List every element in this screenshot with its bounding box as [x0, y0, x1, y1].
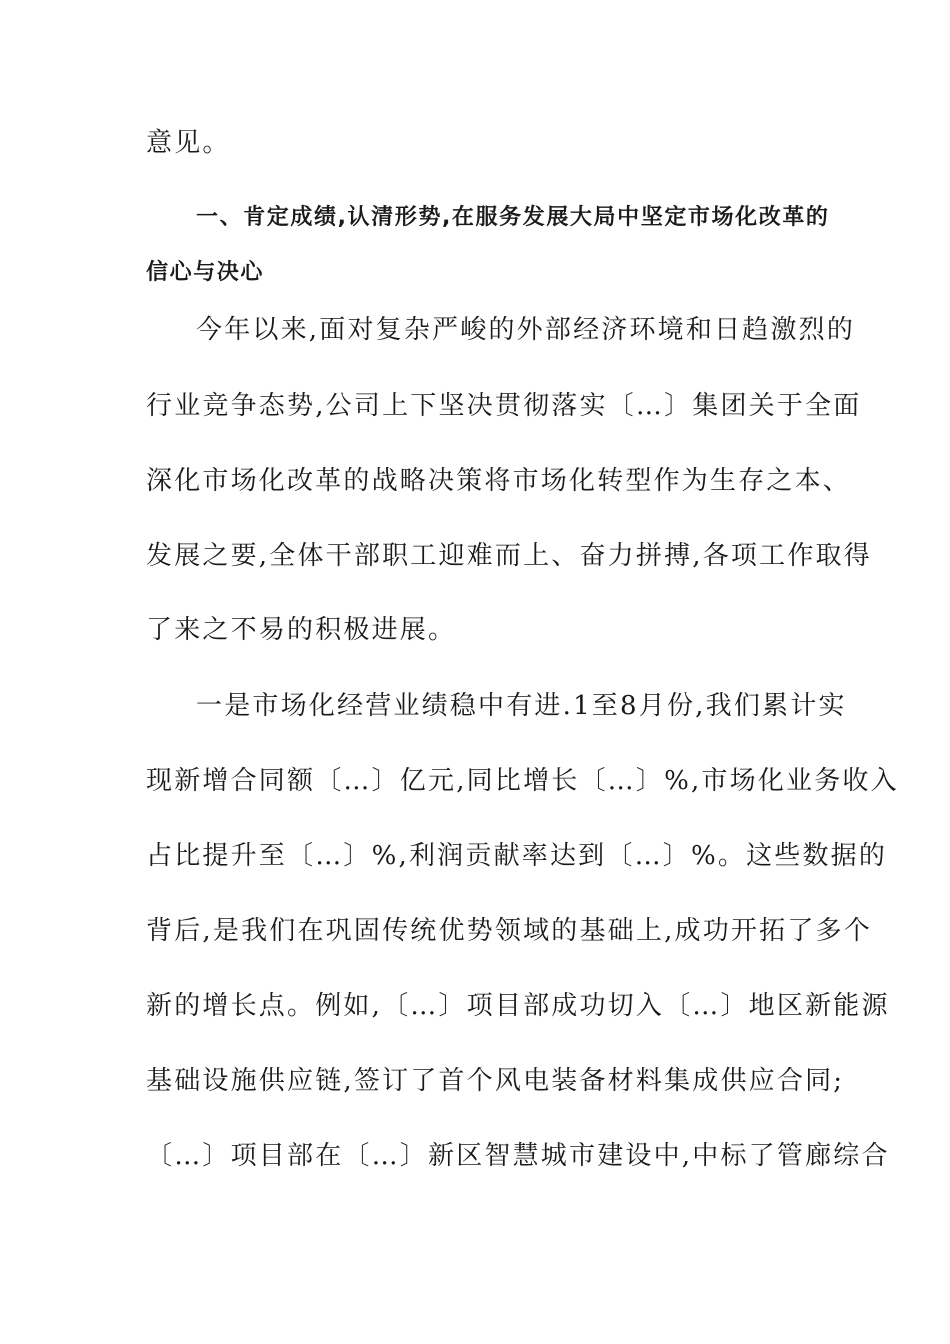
paragraph-2-line-5: 新的增长点。例如,〔…〕项目部成功切入〔…〕地区新能源 [146, 991, 890, 1021]
section-heading-line-1: 一、肯定成绩,认清形势,在服务发展大局中坚定市场化改革的 [196, 205, 830, 230]
paragraph-2-line-6: 基础设施供应链,签订了首个风电装备材料集成供应合同; [146, 1066, 845, 1096]
section-heading-line-2: 信心与决心 [146, 260, 265, 285]
paragraph-1-line-2: 行业竞争态势,公司上下坚决贯彻落实〔…〕集团关于全面 [146, 391, 862, 421]
paragraph-end-line: 意见。 [146, 128, 231, 158]
paragraph-2-line-2: 现新增合同额〔…〕亿元,同比增长〔…〕%,市场化业务收入 [146, 766, 899, 796]
paragraph-2-line-1: 一是市场化经营业绩稳中有进.1至8月份,我们累计实 [196, 691, 847, 721]
paragraph-2-line-7: 〔…〕项目部在〔…〕新区智慧城市建设中,中标了管廊综合 [146, 1141, 890, 1171]
paragraph-1-line-1: 今年以来,面对复杂严峻的外部经济环境和日趋激烈的 [196, 315, 856, 345]
paragraph-1-line-5: 了来之不易的积极进展。 [146, 615, 457, 645]
paragraph-1-line-3: 深化市场化改革的战略决策将市场化转型作为生存之本、 [146, 466, 852, 496]
paragraph-1-line-4: 发展之要,全体干部职工迎难而上、奋力拼搏,各项工作取得 [146, 541, 872, 571]
paragraph-2-line-4: 背后,是我们在巩固传统优势领域的基础上,成功开拓了多个 [146, 916, 872, 946]
paragraph-2-line-3: 占比提升至〔…〕%,利润贡献率达到〔…〕%。这些数据的 [146, 841, 888, 871]
